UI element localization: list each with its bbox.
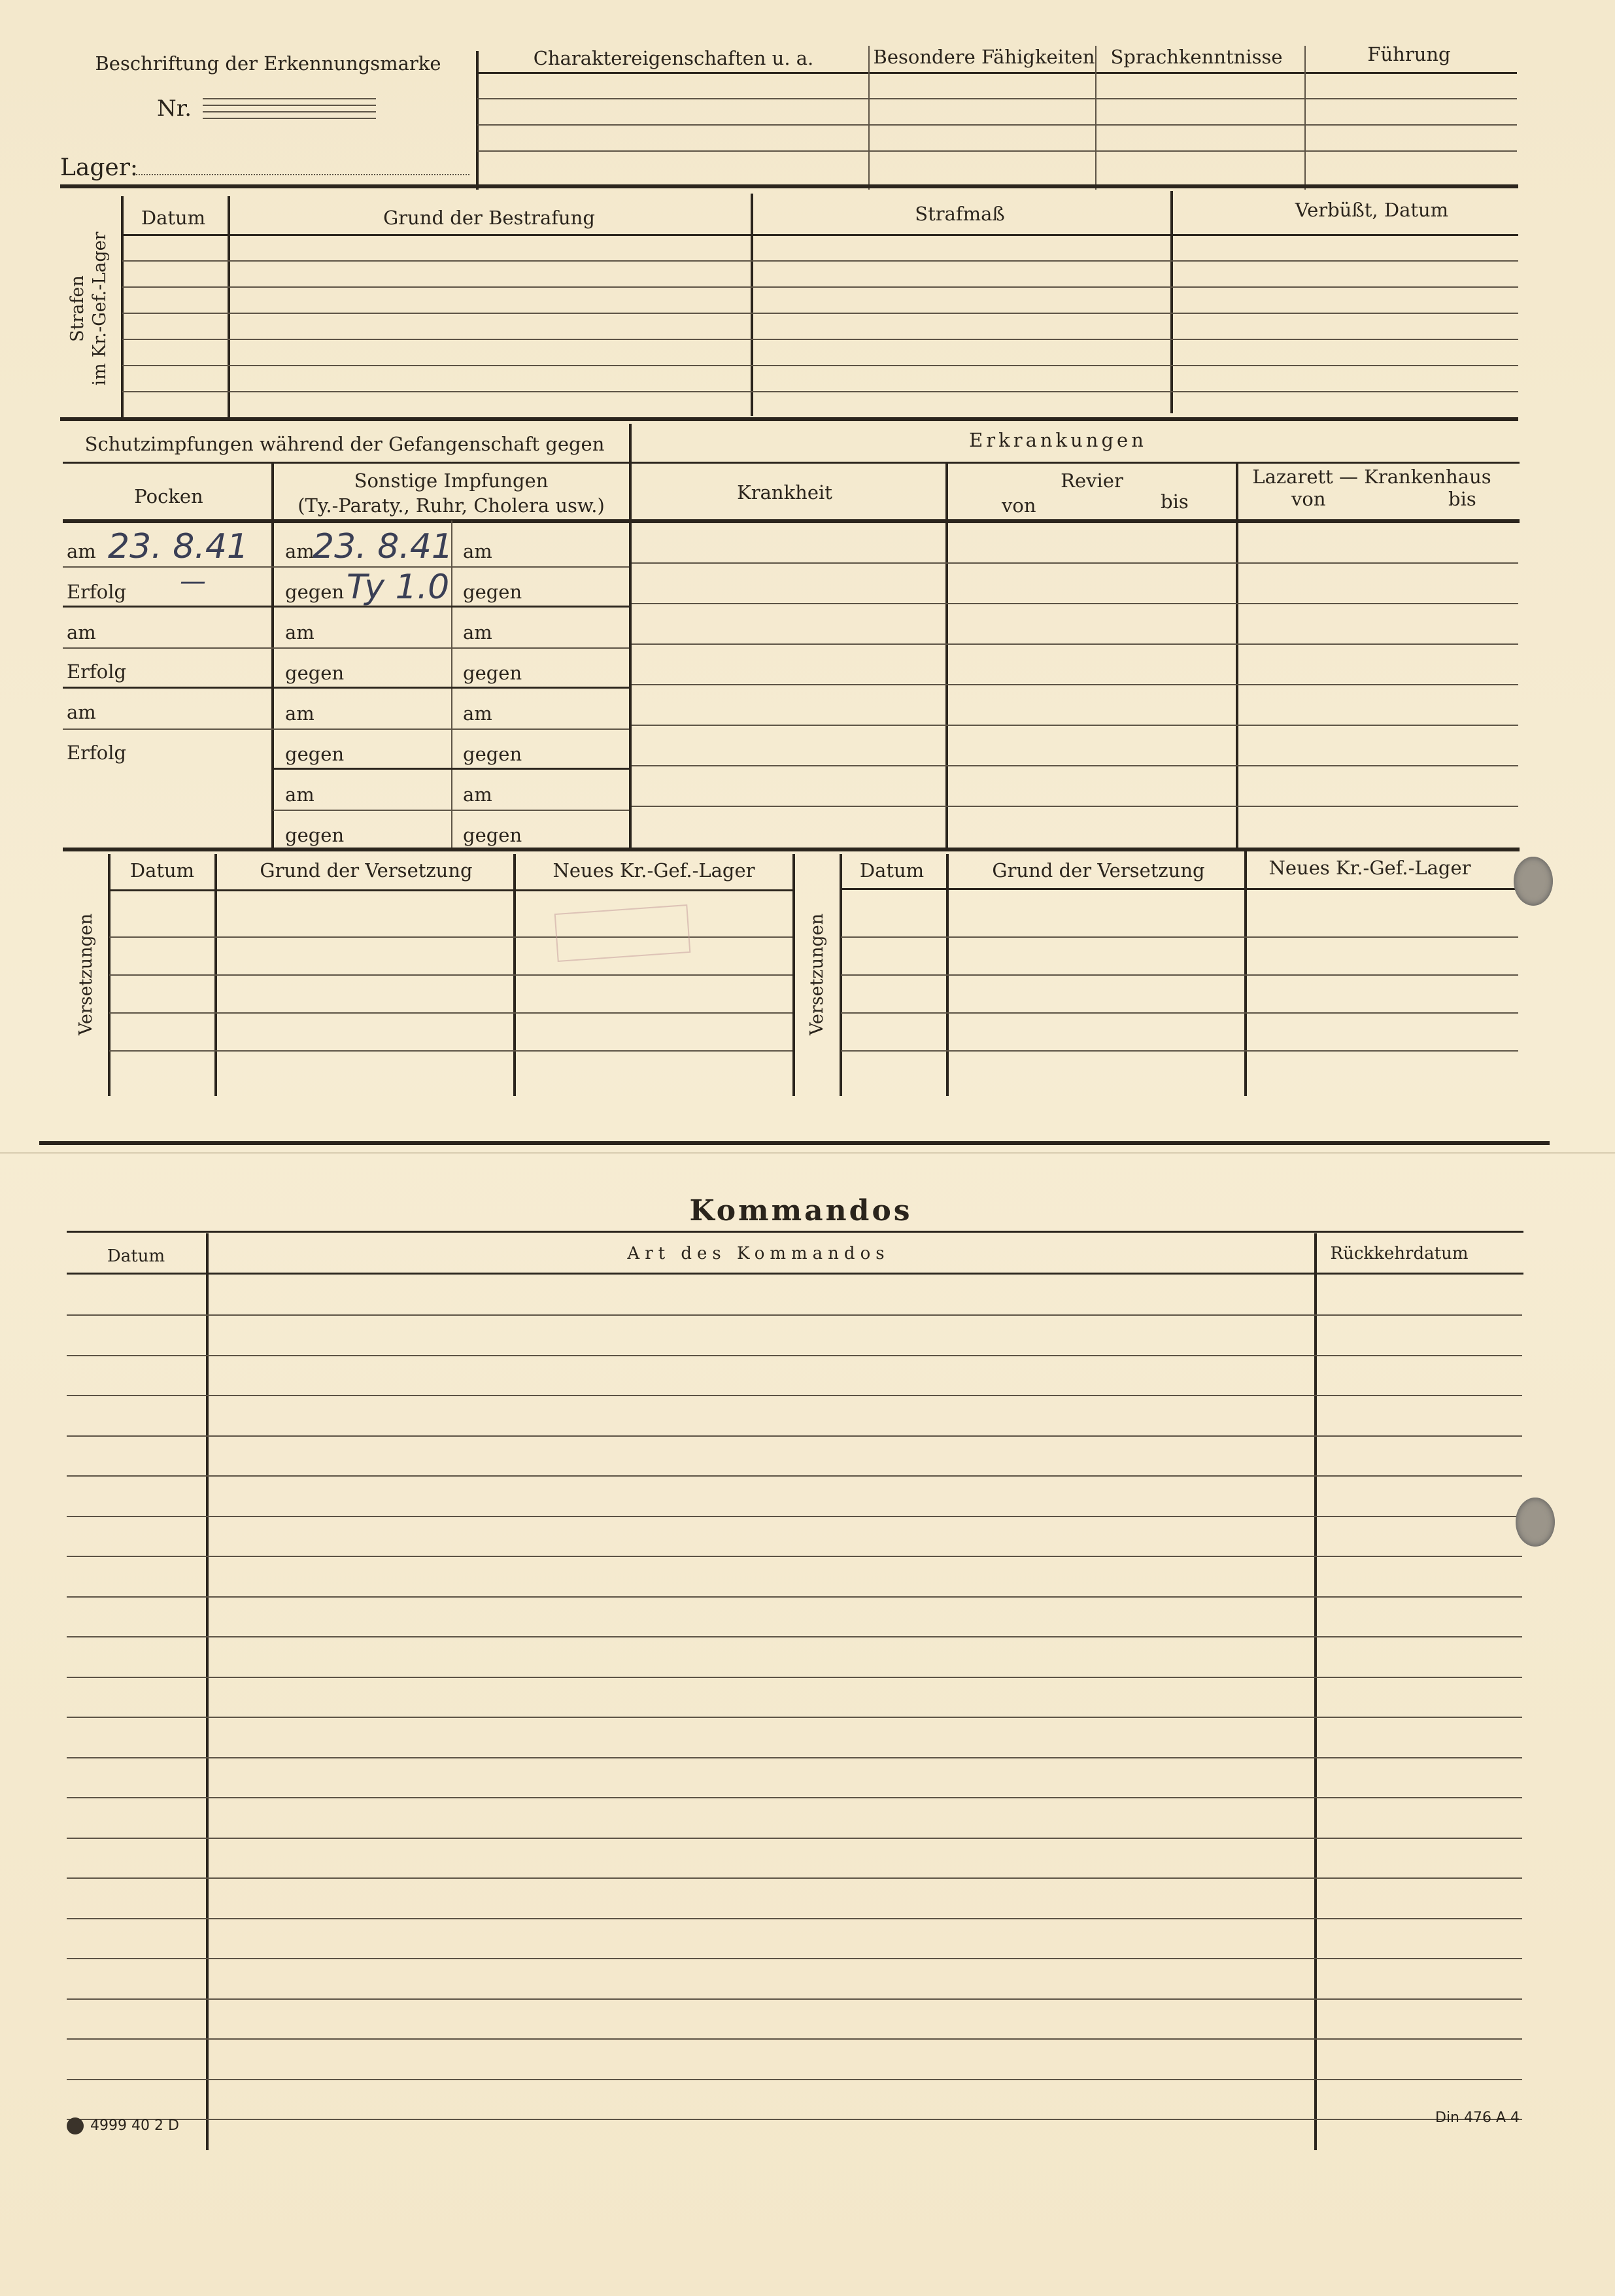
rule xyxy=(792,854,795,1096)
rule xyxy=(67,1231,1523,1233)
ruled-line xyxy=(67,1998,1522,2000)
rule xyxy=(1244,850,1247,1096)
rule xyxy=(122,260,1518,262)
rule xyxy=(632,725,1518,726)
rule xyxy=(122,313,1518,314)
sickbay-from: von xyxy=(1002,494,1036,517)
other1-gegen-3: gegen xyxy=(285,743,345,765)
ruled-line xyxy=(67,1636,1522,1637)
rule xyxy=(632,603,1518,604)
rule xyxy=(273,768,629,770)
rule xyxy=(477,150,1517,152)
other1-gegen-1: gegen xyxy=(285,581,345,603)
pox-result-handwritten: — xyxy=(180,566,206,596)
rule xyxy=(451,521,452,848)
ruled-line xyxy=(67,1355,1522,1356)
other2-am-2: am xyxy=(463,621,492,643)
other2-gegen-4: gegen xyxy=(463,824,522,846)
rule xyxy=(841,1050,1518,1052)
rule xyxy=(63,728,629,730)
rule xyxy=(632,806,1518,807)
rule xyxy=(63,566,629,568)
ruled-line xyxy=(67,1838,1522,1839)
rule xyxy=(63,519,1520,523)
other2-gegen-2: gegen xyxy=(463,662,522,684)
ruled-line xyxy=(67,1877,1522,1879)
other-against-handwritten: Ty 1.0 xyxy=(347,568,450,607)
vacc-col-other: Sonstige Impfungen xyxy=(354,470,549,492)
ruled-line xyxy=(67,1556,1522,1557)
rule xyxy=(477,124,1517,126)
ruled-line xyxy=(67,2079,1522,2080)
pox-am-2: am xyxy=(67,621,96,643)
rule xyxy=(1095,46,1096,190)
rule xyxy=(1170,191,1173,413)
punch-hole xyxy=(1514,857,1553,906)
din-label: Din 476 A 4 xyxy=(1435,2110,1520,2126)
pox-erfolg-2: Erfolg xyxy=(67,660,127,683)
penalties-col-date: Datum xyxy=(141,207,206,229)
rule xyxy=(1304,46,1306,190)
pox-erfolg-1: Erfolg xyxy=(67,581,127,603)
ruled-line xyxy=(67,2038,1522,2040)
rule xyxy=(629,424,632,849)
rule xyxy=(751,194,753,416)
hospital-from: von xyxy=(1291,488,1326,510)
ruled-line xyxy=(67,1797,1522,1798)
ruled-line xyxy=(67,1435,1522,1437)
rule xyxy=(122,286,1518,288)
print-mark-icon xyxy=(67,2117,84,2134)
ruled-line xyxy=(67,1757,1522,1758)
rule xyxy=(122,234,1518,236)
penalties-col-measure: Strafmaß xyxy=(915,203,1005,225)
transfer-l-col-reason: Grund der Versetzung xyxy=(260,859,473,882)
col-skills: Besondere Fähigkeiten xyxy=(873,46,1095,68)
illness-col-sickbay: Revier xyxy=(1061,470,1123,492)
rule xyxy=(63,687,629,689)
rule xyxy=(109,1012,792,1014)
fold-rule xyxy=(39,1141,1550,1145)
rule xyxy=(477,98,1517,99)
other2-am-1: am xyxy=(463,540,492,562)
rule xyxy=(868,46,870,190)
transfer-r-col-camp: Neues Kr.-Gef.-Lager xyxy=(1268,857,1471,879)
transfers-side-label-right: Versetzungen xyxy=(807,913,827,1036)
rule xyxy=(63,647,629,649)
ruled-line xyxy=(67,1596,1522,1598)
illness-col-hospital: Lazarett — Krankenhaus xyxy=(1252,466,1491,488)
illness-title: Erkrankungen xyxy=(969,429,1147,451)
transfer-l-col-camp: Neues Kr.-Gef.-Lager xyxy=(552,859,755,882)
rule xyxy=(121,196,124,419)
punch-hole xyxy=(1516,1498,1555,1547)
rule xyxy=(632,562,1518,564)
rule xyxy=(109,936,792,938)
other1-am-1: am xyxy=(285,540,314,562)
rule xyxy=(122,391,1518,392)
other1-am-4: am xyxy=(285,783,314,806)
ruled-line xyxy=(67,1918,1522,1919)
nr-label: Nr. xyxy=(157,95,192,122)
commands-title: Kommandos xyxy=(689,1194,913,1227)
ruled-line xyxy=(67,1677,1522,1678)
other-date-handwritten: 23. 8.41 xyxy=(313,527,454,566)
ruled-line xyxy=(67,1314,1522,1316)
rule xyxy=(67,1273,1523,1275)
nr-line xyxy=(203,105,376,106)
rule xyxy=(109,974,792,976)
pox-date-handwritten: 23. 8.41 xyxy=(108,527,249,566)
rule xyxy=(63,462,1520,464)
other2-am-4: am xyxy=(463,783,492,806)
penalties-col-served: Verbüßt, Datum xyxy=(1295,199,1449,221)
rule xyxy=(122,339,1518,340)
other1-gegen-2: gegen xyxy=(285,662,345,684)
rule xyxy=(206,1233,209,2150)
rule xyxy=(63,606,629,608)
ruled-line xyxy=(67,1395,1522,1396)
rule xyxy=(109,1050,792,1052)
other1-am-2: am xyxy=(285,621,314,643)
sickbay-to: bis xyxy=(1161,490,1189,513)
nr-line xyxy=(203,111,376,112)
rule xyxy=(122,365,1518,366)
pox-erfolg-3: Erfolg xyxy=(67,742,127,764)
ruled-line xyxy=(67,1958,1522,1959)
rule xyxy=(632,643,1518,645)
pox-am-1: am xyxy=(67,540,96,562)
tag-label: Beschriftung der Erkennungsmarke xyxy=(95,52,441,75)
camp-dotted-line xyxy=(136,174,469,175)
rule xyxy=(841,1012,1518,1014)
col-conduct: Führung xyxy=(1367,43,1451,65)
other2-am-3: am xyxy=(463,702,492,725)
rule xyxy=(841,888,1518,890)
other1-gegen-4: gegen xyxy=(285,824,345,846)
ruled-line xyxy=(67,1475,1522,1477)
rule xyxy=(841,936,1518,938)
vacc-col-pox: Pocken xyxy=(134,485,203,507)
ruled-line xyxy=(67,1516,1522,1517)
vacc-col-other-sub: (Ty.-Paraty., Ruhr, Cholera usw.) xyxy=(298,494,605,517)
print-code: 4999 40 2 D xyxy=(90,2117,179,2134)
rule xyxy=(63,848,1520,851)
col-character: Charaktereigenschaften u. a. xyxy=(533,47,814,69)
camp-label: Lager: xyxy=(60,154,139,181)
transfer-r-col-date: Datum xyxy=(859,859,925,882)
rule xyxy=(477,72,1517,74)
hospital-to: bis xyxy=(1448,488,1476,510)
vacc-title: Schutzimpfungen während der Gefangenschaft gegen xyxy=(84,433,605,455)
other2-gegen-3: gegen xyxy=(463,743,522,765)
transfers-side-label-left: Versetzungen xyxy=(76,913,96,1036)
transfer-r-col-reason: Grund der Versetzung xyxy=(992,859,1205,882)
commands-col-date: Datum xyxy=(107,1246,165,1266)
ruled-line xyxy=(67,1717,1522,1718)
fold-crease xyxy=(0,1152,1615,1154)
penalties-col-reason: Grund der Bestrafung xyxy=(383,207,595,229)
transfer-l-col-date: Datum xyxy=(129,859,195,882)
rule xyxy=(60,184,1518,188)
rule xyxy=(273,810,629,811)
rule xyxy=(841,974,1518,976)
ruled-line xyxy=(67,2119,1522,2120)
pox-am-3: am xyxy=(67,701,96,723)
rule xyxy=(1314,1233,1317,2150)
penalties-side-label: Strafen im Kr.-Gef.-Lager xyxy=(67,231,110,386)
rule xyxy=(632,684,1518,685)
nr-line xyxy=(203,118,376,119)
rule xyxy=(109,889,792,891)
rule xyxy=(632,765,1518,766)
rule xyxy=(228,196,230,419)
other1-am-3: am xyxy=(285,702,314,725)
rule xyxy=(60,417,1518,421)
illness-col-illness: Krankheit xyxy=(737,481,832,504)
other2-gegen-1: gegen xyxy=(463,581,522,603)
nr-line xyxy=(203,98,376,99)
col-languages: Sprachkenntnisse xyxy=(1110,46,1283,68)
commands-col-return: Rückkehrdatum xyxy=(1330,1244,1469,1263)
commands-col-kind: Art des Kommandos xyxy=(627,1244,890,1263)
faint-stamp xyxy=(554,904,691,962)
